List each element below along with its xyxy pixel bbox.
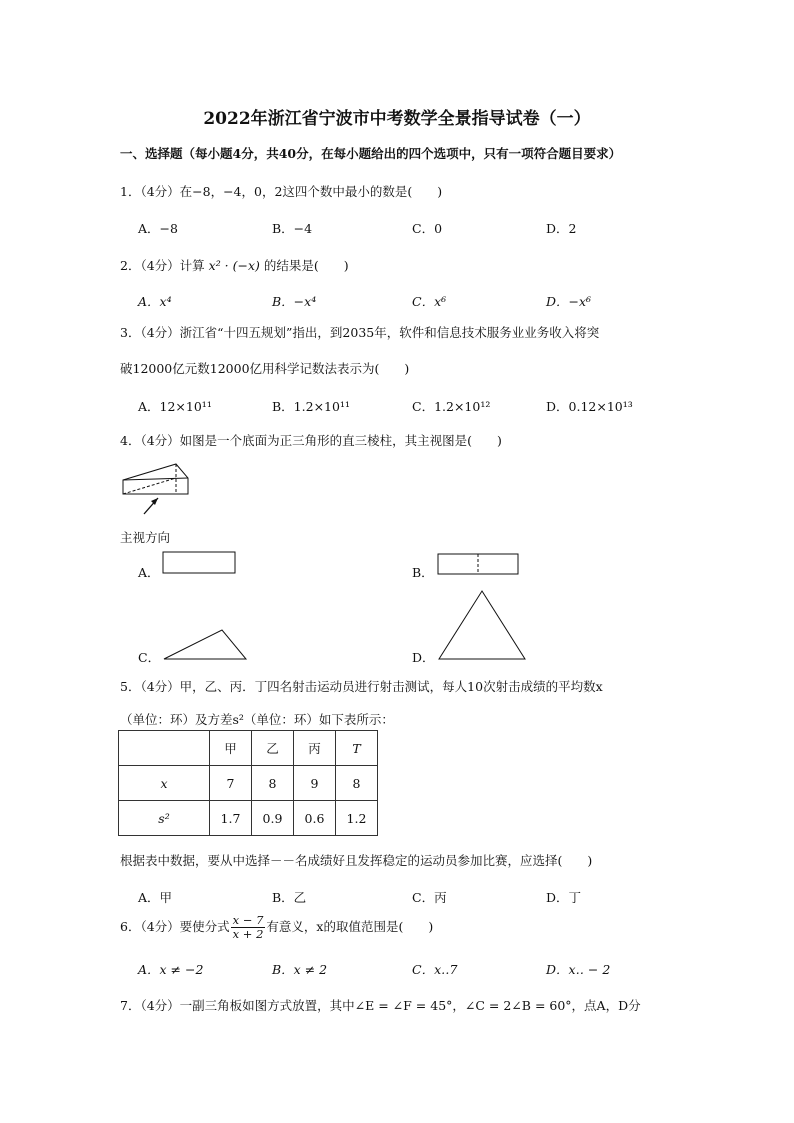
q4-option-d-label: D． [412,650,435,665]
table-header-cell: 乙 [252,731,294,766]
q4-option-a-label: A． [138,565,160,580]
q4-option-c-obtuse-triangle-figure [160,626,250,662]
q6-option-a: A．x ≠ −2 [138,962,204,977]
q6-option-b: B．x ≠ 2 [272,962,328,977]
q2-stem-end: 的结果是( ) [263,258,349,273]
table-cell: 9 [294,766,336,801]
question-5-stem-line1: 5．（4分）甲，乙、丙．丁四名射击运动员进行射击测试，每人10次射击成绩的平均数x [120,679,603,694]
question-3-stem-line1: 3．（4分）浙江省“十四五规划”指出，到2035年，软件和信息技术服务业业务收入将突 [120,325,600,340]
question-7-stem: 7．（4分）一副三角板如图方式放置，其中∠E = ∠F = 45°，∠C = 2∠B = 60°，点A，D分 [120,998,641,1013]
q4-option-b-label: B． [412,565,434,580]
q6-fraction-numerator: x − 7 [232,913,264,927]
table-cell: 0.6 [294,801,336,836]
q6-stem-end: 有意义，x的取值范围是( ) [266,919,434,934]
q6-fraction-denominator: x + 2 [232,927,264,941]
table-cell: 1.7 [210,801,252,836]
q6-stem-start: 6．（4分）要使分式 [120,919,230,934]
table-row [119,766,378,801]
view-direction-caption: 主视方向 [120,530,171,545]
table-header-cell: 丙 [294,731,336,766]
q4-option-b-dashed-rectangle-figure [436,553,522,577]
table-cell: 7 [210,766,252,801]
q5-option-d: D．丁 [546,890,582,905]
q1-option-d: D．2 [546,221,577,236]
question-4-stem: 4．（4分）如图是一个底面为正三角形的直三棱柱，其主视图是( ) [120,433,502,448]
q3-option-b: B．1.2×10¹¹ [272,399,350,414]
q5-option-c: C．丙 [412,890,447,905]
table-header-cell [119,731,210,766]
q1-option-c: C．0 [412,221,443,236]
table-cell: s² [119,801,210,836]
q5-option-b: B．乙 [272,890,307,905]
q2-option-d: D．−x⁶ [546,294,592,309]
q2-option-a: A．x⁴ [138,294,172,309]
section-heading: 一、选择题（每小题4分，共40分，在每小题给出的四个选项中，只有一项符合题目要求） [120,146,622,161]
q6-option-c: C．x‥7 [412,962,458,977]
question-6-stem [120,914,433,941]
q4-option-c-label: C． [138,650,161,665]
table-header-row [119,731,378,766]
table-cell: x [119,766,210,801]
q6-fraction [231,914,266,941]
question-1-stem: 1．（4分）在−8，−4，0，2这四个数中最小的数是( ) [120,184,443,199]
prism-figure [118,458,198,518]
table-cell: 0.9 [252,801,294,836]
q2-option-c: C．x⁶ [412,294,447,309]
q3-option-d: D．0.12×10¹³ [546,399,633,414]
table-cell: 1.2 [336,801,378,836]
q3-option-c: C．1.2×10¹² [412,399,491,414]
question-3-stem-line2: 破12000亿元数12000亿用科学记数法表示为( ) [120,361,410,376]
table-header-cell: 甲 [210,731,252,766]
table-header-cell: T [336,731,378,766]
table-cell: 8 [252,766,294,801]
q3-option-a: A．12×10¹¹ [138,399,212,414]
question-5-stem-line3: 根据表中数据，要从中选择－－名成绩好且发挥稳定的运动员参加比赛，应选择( ) [120,853,593,868]
question-5-stem-line2: （单位：环）及方差s²（单位：环）如下表所示： [120,712,394,727]
q5-option-a: A．甲 [138,890,173,905]
q2-expression: x² · (−x) [208,258,260,273]
q4-option-a-rectangle-figure [162,551,238,577]
q6-option-d: D．x‥ − 2 [546,962,611,977]
q4-option-d-equilateral-triangle-figure [436,588,528,662]
q2-option-b: B．−x⁴ [272,294,317,309]
q2-stem-start: 2．（4分）计算 [120,258,205,273]
question-2-stem [120,256,349,274]
q1-option-b: B．−4 [272,221,313,236]
table-row [119,801,378,836]
table-cell: 8 [336,766,378,801]
page-title: 2022年浙江省宁波市中考数学全景指导试卷（一） [203,109,591,129]
score-table [118,730,378,836]
q1-option-a: A．−8 [138,221,178,236]
